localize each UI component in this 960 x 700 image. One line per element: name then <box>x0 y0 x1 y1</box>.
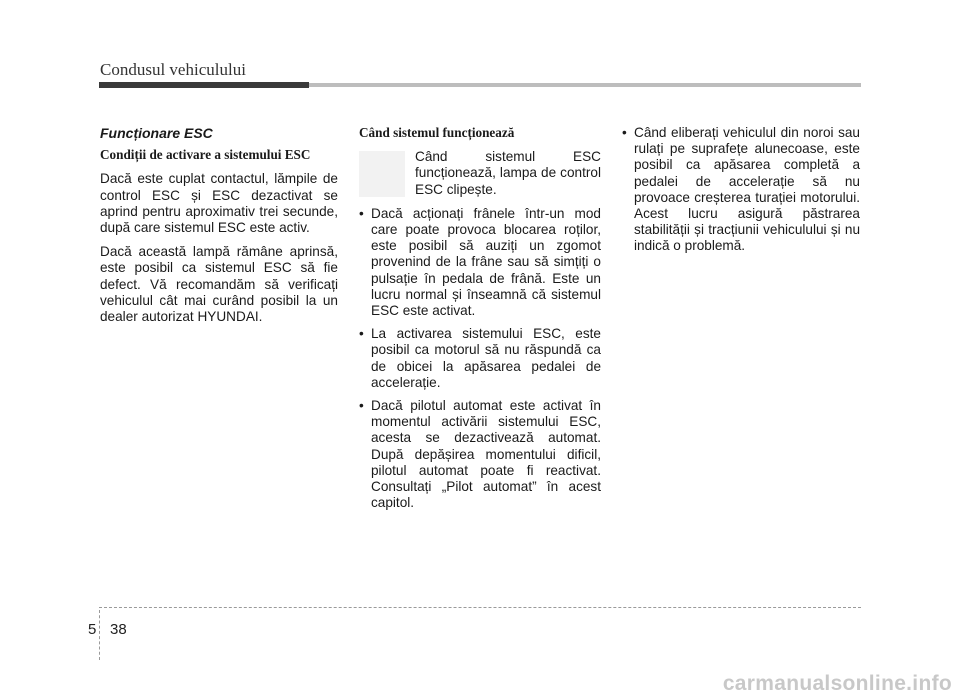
list-item: • Dacă acționați frânele într-un mod care poate provoca blocarea roților, este posibil să auziți un zgomot provenind de la frâne sau să simțiți o pulsație în pedala de frână. Este un lucru normal și înseamnă că sistemul ESC este activat. <box>359 206 601 319</box>
system-operating-heading: Când sistemul funcționează <box>359 125 515 140</box>
esc-indicator-icon <box>359 151 405 197</box>
column-2 <box>359 125 601 518</box>
page-number: 38 <box>110 621 127 638</box>
lamp-description: Când sistemul ESC funcționează, lampa de control ESC clipește. <box>415 149 601 197</box>
paragraph: Dacă această lampă rămâne aprinsă, este posibil ca sistemul ESC să fie defect. Vă recomandăm să verificați vehiculul cât mai curând posibil la un dealer autorizat HYUNDAI. <box>100 244 338 325</box>
header-accent-bar <box>99 82 309 88</box>
chapter-number: 5 <box>88 621 97 638</box>
section-title: Funcționare ESC <box>100 125 213 141</box>
footer-rule <box>99 607 861 608</box>
list-item: • Când eliberați vehiculul din noroi sau rulați pe suprafețe alunecoase, este posibil ca apăsarea completă a pedalei de accelerație să nu provoace creșterea turației motorului. Acest lucru asigură păstrarea stabilității și tracțiunii vehiculului și nu indică o problemă. <box>622 125 860 255</box>
bullet-list <box>622 125 860 255</box>
list-item: • Dacă pilotul automat este activat în momentul activării sistemului ESC, acesta se dezactivează automat. După depășirea momentului dificil, pilotul automat poate fi reactivat. Consultați „Pilot automat” în acest capitol. <box>359 398 601 511</box>
paragraph: Dacă este cuplat contactul, lămpile de control ESC și ESC dezactivat se aprind pentru aproximativ trei secunde, după care sistemul ESC este activ. <box>100 171 338 236</box>
watermark: carmanualsonline.info <box>722 672 952 695</box>
footer-divider <box>99 610 100 660</box>
bullet-list <box>359 206 601 512</box>
activation-conditions-heading: Condiții de activare a sistemului ESC <box>100 147 311 163</box>
column-3 <box>622 125 860 262</box>
list-item: • La activarea sistemului ESC, este posibil ca motorul să nu răspundă ca de obicei la apăsarea pedalei de accelerație. <box>359 326 601 391</box>
column-1 <box>100 125 338 333</box>
page-header-title: Condusul vehiculului <box>100 60 246 79</box>
esc-lamp-note <box>359 149 601 198</box>
